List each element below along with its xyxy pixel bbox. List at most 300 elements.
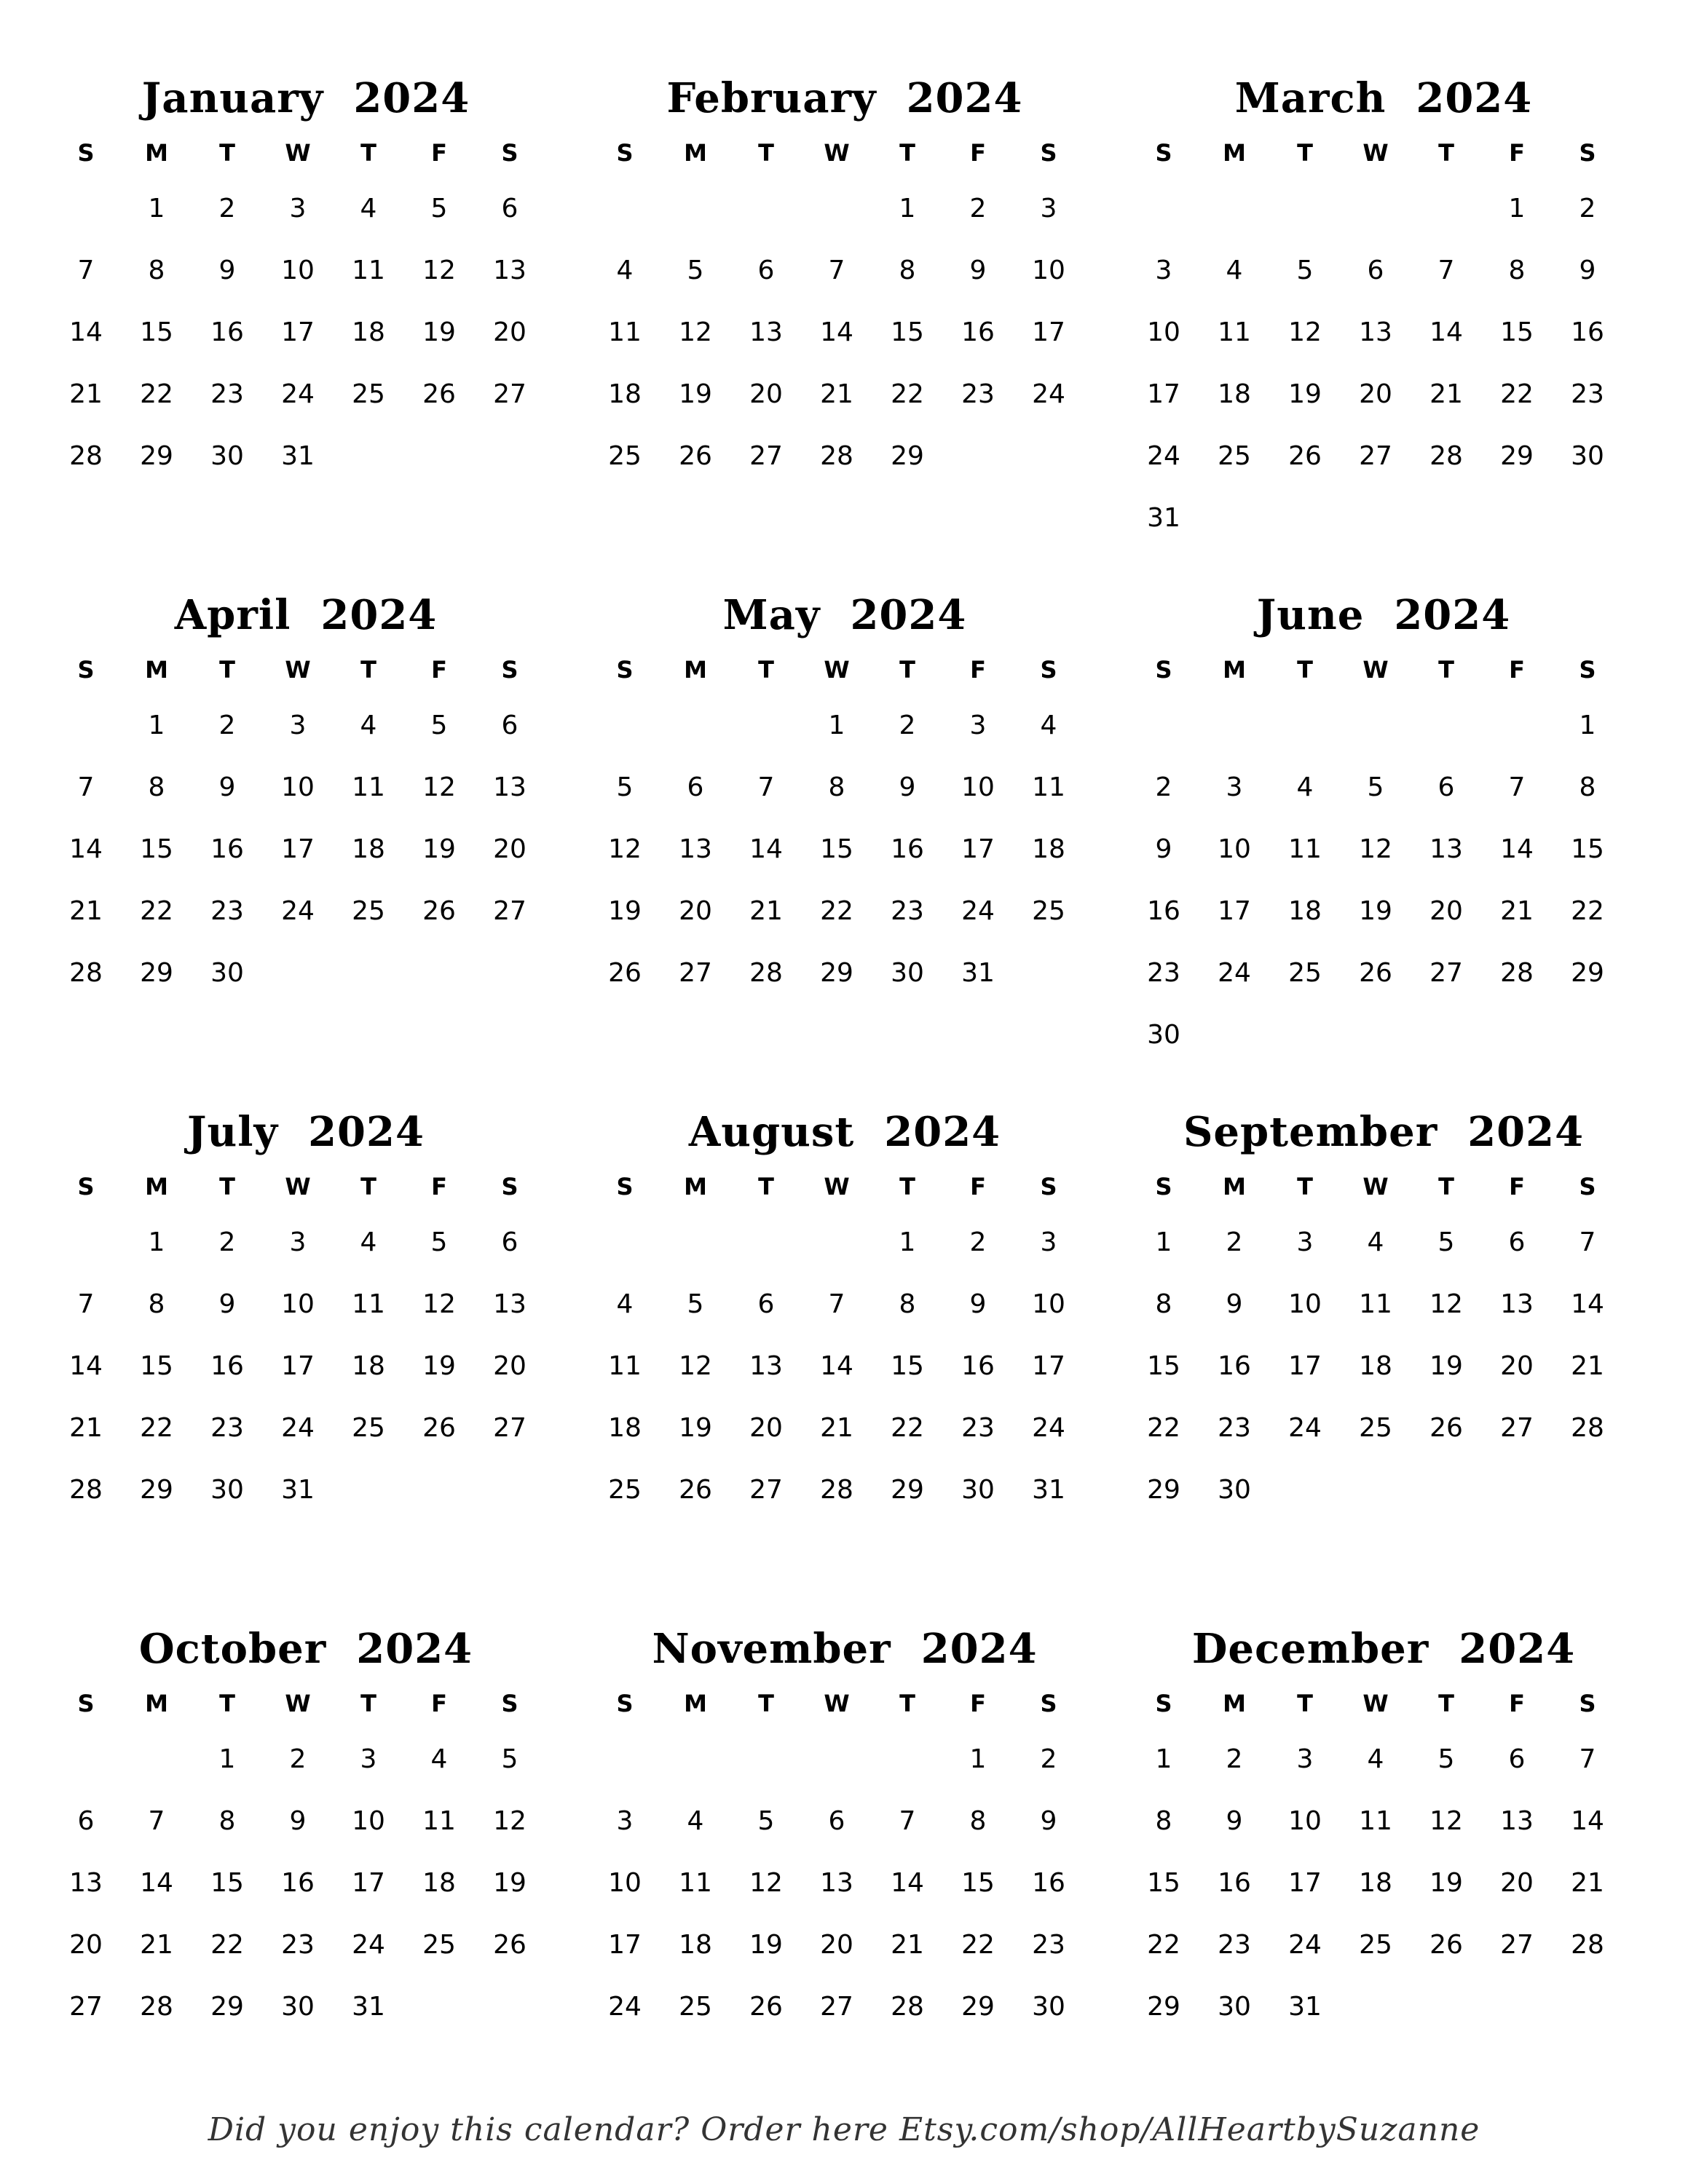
day-cell: 25: [352, 1413, 385, 1443]
weekday-header: M: [684, 139, 707, 167]
weekday-header: S: [1155, 1690, 1172, 1717]
day-cell: 4: [1040, 711, 1057, 740]
day-cell: 6: [77, 1806, 95, 1836]
day-cell: 26: [749, 1992, 783, 2022]
day-cell: 4: [616, 256, 634, 285]
day-cell: 12: [493, 1806, 526, 1836]
day-cell: 16: [1571, 317, 1604, 347]
weekday-header: W: [1362, 139, 1389, 167]
day-cell: 29: [210, 1992, 244, 2022]
day-cell: 29: [1147, 1475, 1180, 1505]
weekday-header: W: [824, 139, 850, 167]
day-cell: 28: [820, 1475, 853, 1505]
month-july: [58, 1099, 553, 1609]
day-cell: 20: [1359, 379, 1392, 409]
day-cell: 15: [140, 834, 173, 864]
day-cell: 31: [1147, 503, 1180, 533]
day-cell: 24: [281, 1413, 315, 1443]
day-cell: 11: [352, 256, 385, 285]
weekday-header: S: [1579, 1173, 1596, 1200]
day-cell: 1: [1155, 1227, 1172, 1257]
weekday-header: T: [899, 656, 915, 684]
day-cell: 22: [891, 1413, 924, 1443]
day-cell: 19: [422, 1351, 456, 1381]
day-cell: 12: [679, 317, 712, 347]
day-cell: 5: [1367, 772, 1384, 802]
day-cell: 14: [820, 1351, 853, 1381]
day-cell: 10: [608, 1868, 642, 1898]
day-cell: 9: [289, 1806, 307, 1836]
day-cell: 6: [828, 1806, 845, 1836]
day-cell: 10: [1032, 1289, 1065, 1319]
day-cell: 17: [1032, 317, 1065, 347]
weekday-header: S: [1040, 1173, 1057, 1200]
day-cell: 7: [1579, 1744, 1596, 1774]
weekday-header: T: [758, 1690, 774, 1717]
day-cell: 14: [69, 834, 103, 864]
weekday-header: W: [285, 139, 311, 167]
day-cell: 10: [281, 256, 315, 285]
day-cell: 21: [69, 896, 103, 926]
day-cell: 4: [430, 1744, 448, 1774]
day-cell: 25: [422, 1930, 456, 1960]
day-cell: 19: [1429, 1868, 1463, 1898]
day-cell: 24: [961, 896, 995, 926]
day-cell: 17: [1218, 896, 1251, 926]
day-cell: 18: [352, 1351, 385, 1381]
day-cell: 17: [1288, 1351, 1322, 1381]
day-cell: 2: [218, 711, 236, 740]
day-cell: 13: [493, 1289, 526, 1319]
day-cell: 13: [1359, 317, 1392, 347]
day-cell: 28: [891, 1992, 924, 2022]
month-june: [1136, 582, 1631, 1092]
day-cell: 7: [1508, 772, 1526, 802]
month-name: July: [187, 1108, 279, 1156]
day-cell: 9: [218, 772, 236, 802]
day-cell: 31: [1032, 1475, 1065, 1505]
weekday-header: M: [145, 139, 168, 167]
weekday-header: W: [285, 1690, 311, 1717]
month-year: 2024: [320, 591, 438, 639]
month-name: November: [652, 1625, 891, 1673]
day-cell: 25: [1032, 896, 1065, 926]
day-cell: 27: [1500, 1930, 1534, 1960]
weekday-header: S: [1040, 656, 1057, 684]
day-cell: 29: [140, 958, 173, 988]
weekday-header: T: [219, 656, 235, 684]
day-cell: 18: [352, 317, 385, 347]
day-cell: 31: [961, 958, 995, 988]
day-cell: 11: [1359, 1806, 1392, 1836]
day-cell: 22: [140, 1413, 173, 1443]
day-cell: 13: [1429, 834, 1463, 864]
day-cell: 8: [969, 1806, 987, 1836]
day-cell: 2: [969, 194, 987, 223]
day-cell: 25: [1218, 441, 1251, 471]
day-cell: 21: [140, 1930, 173, 1960]
day-cell: 18: [422, 1868, 456, 1898]
weekday-header: S: [616, 1690, 634, 1717]
day-cell: 27: [749, 1475, 783, 1505]
day-cell: 30: [1147, 1020, 1180, 1050]
day-cell: 30: [1032, 1992, 1065, 2022]
day-cell: 15: [1147, 1868, 1180, 1898]
day-cell: 24: [1218, 958, 1251, 988]
day-cell: 29: [820, 958, 853, 988]
day-cell: 11: [1359, 1289, 1392, 1319]
day-cell: 12: [1429, 1806, 1463, 1836]
day-cell: 21: [820, 1413, 853, 1443]
month-title: [1136, 1099, 1631, 1165]
day-cell: 28: [1571, 1930, 1604, 1960]
day-cell: 29: [891, 1475, 924, 1505]
month-april: [58, 582, 553, 1092]
day-cell: 6: [501, 711, 518, 740]
day-cell: 26: [1288, 441, 1322, 471]
day-cell: 13: [493, 772, 526, 802]
day-cell: 15: [140, 317, 173, 347]
day-cell: 5: [1437, 1744, 1455, 1774]
day-cell: 2: [1226, 1744, 1243, 1774]
day-cell: 21: [1429, 379, 1463, 409]
month-name: February: [666, 74, 877, 122]
day-cell: 6: [757, 256, 775, 285]
day-cell: 24: [281, 379, 315, 409]
day-cell: 10: [1147, 317, 1180, 347]
weekday-header: T: [1297, 656, 1313, 684]
day-cell: 11: [422, 1806, 456, 1836]
day-cell: 2: [1579, 194, 1596, 223]
day-cell: 19: [1429, 1351, 1463, 1381]
day-cell: 30: [1571, 441, 1604, 471]
day-cell: 16: [1032, 1868, 1065, 1898]
day-cell: 21: [69, 379, 103, 409]
day-cell: 12: [1429, 1289, 1463, 1319]
day-cell: 12: [1288, 317, 1322, 347]
month-name: May: [722, 591, 821, 639]
weekday-header: T: [899, 1173, 915, 1200]
day-cell: 17: [1288, 1868, 1322, 1898]
weekday-header: T: [758, 1173, 774, 1200]
day-cell: 26: [1429, 1930, 1463, 1960]
day-cell: 7: [148, 1806, 165, 1836]
weekday-header: S: [501, 1690, 518, 1717]
month-october: [58, 1616, 553, 2126]
day-cell: 16: [1147, 896, 1180, 926]
day-cell: 4: [360, 711, 377, 740]
month-year: 2024: [920, 1625, 1038, 1673]
day-cell: 27: [1429, 958, 1463, 988]
month-august: [597, 1099, 1092, 1609]
weekday-header: S: [501, 1173, 518, 1200]
day-cell: 31: [352, 1992, 385, 2022]
day-cell: 9: [1155, 834, 1172, 864]
day-cell: 9: [1040, 1806, 1057, 1836]
day-cell: 16: [961, 1351, 995, 1381]
day-cell: 4: [616, 1289, 634, 1319]
day-cell: 9: [1226, 1806, 1243, 1836]
day-cell: 23: [1571, 379, 1604, 409]
day-cell: 4: [1296, 772, 1314, 802]
month-december: [1136, 1616, 1631, 2126]
weekday-header: W: [1362, 1690, 1389, 1717]
weekday-header: T: [758, 656, 774, 684]
day-cell: 25: [1359, 1413, 1392, 1443]
weekday-header: F: [431, 656, 447, 684]
month-title: [597, 1099, 1092, 1165]
weekday-header: S: [77, 656, 95, 684]
day-cell: 3: [360, 1744, 377, 1774]
weekday-header: W: [824, 1173, 850, 1200]
day-cell: 3: [1040, 1227, 1057, 1257]
month-february: [597, 66, 1092, 575]
day-cell: 8: [1155, 1289, 1172, 1319]
day-cell: 30: [210, 441, 244, 471]
day-cell: 8: [828, 772, 845, 802]
weekday-header: T: [1438, 656, 1454, 684]
day-cell: 25: [608, 1475, 642, 1505]
day-cell: 17: [281, 317, 315, 347]
day-cell: 22: [891, 379, 924, 409]
weekday-header: T: [360, 1690, 376, 1717]
day-cell: 7: [77, 256, 95, 285]
weekday-header: F: [431, 139, 447, 167]
day-cell: 14: [140, 1868, 173, 1898]
day-cell: 24: [1032, 379, 1065, 409]
day-cell: 3: [616, 1806, 634, 1836]
day-cell: 7: [828, 1289, 845, 1319]
day-cell: 21: [820, 379, 853, 409]
weekday-header: F: [431, 1173, 447, 1200]
day-cell: 16: [210, 1351, 244, 1381]
day-cell: 1: [899, 1227, 916, 1257]
day-cell: 5: [757, 1806, 775, 1836]
day-cell: 26: [679, 441, 712, 471]
month-title: [597, 1616, 1092, 1682]
day-cell: 24: [1288, 1930, 1322, 1960]
day-cell: 3: [1296, 1744, 1314, 1774]
day-cell: 1: [218, 1744, 236, 1774]
month-title: [597, 66, 1092, 131]
day-cell: 8: [1579, 772, 1596, 802]
day-cell: 7: [899, 1806, 916, 1836]
month-year: 2024: [884, 1108, 1001, 1156]
day-cell: 7: [757, 772, 775, 802]
day-cell: 24: [281, 896, 315, 926]
day-cell: 13: [679, 834, 712, 864]
day-cell: 16: [961, 317, 995, 347]
day-cell: 4: [1367, 1227, 1384, 1257]
weekday-header: S: [77, 1173, 95, 1200]
month-year: 2024: [1467, 1108, 1585, 1156]
weekday-header: M: [1223, 1690, 1246, 1717]
day-cell: 4: [1226, 256, 1243, 285]
weekday-header: T: [360, 139, 376, 167]
month-year: 2024: [353, 74, 470, 122]
day-cell: 1: [148, 1227, 165, 1257]
day-cell: 7: [1579, 1227, 1596, 1257]
day-cell: 17: [281, 1351, 315, 1381]
day-cell: 14: [749, 834, 783, 864]
day-cell: 9: [1226, 1289, 1243, 1319]
day-cell: 12: [608, 834, 642, 864]
day-cell: 16: [210, 834, 244, 864]
day-cell: 3: [289, 1227, 307, 1257]
day-cell: 6: [501, 194, 518, 223]
day-cell: 22: [210, 1930, 244, 1960]
weekday-header: F: [431, 1690, 447, 1717]
day-cell: 25: [679, 1992, 712, 2022]
weekday-header: W: [1362, 1173, 1389, 1200]
weekday-header: T: [360, 1173, 376, 1200]
day-cell: 8: [148, 256, 165, 285]
day-cell: 17: [608, 1930, 642, 1960]
day-cell: 21: [891, 1930, 924, 1960]
weekday-header: S: [1155, 1173, 1172, 1200]
day-cell: 14: [1571, 1806, 1604, 1836]
weekday-header: S: [616, 656, 634, 684]
weekday-header: S: [1579, 1690, 1596, 1717]
day-cell: 16: [210, 317, 244, 347]
weekday-header: W: [285, 656, 311, 684]
month-title: [58, 582, 553, 648]
day-cell: 5: [687, 1289, 704, 1319]
day-cell: 9: [969, 1289, 987, 1319]
day-cell: 19: [679, 379, 712, 409]
day-cell: 9: [969, 256, 987, 285]
weekday-header: T: [219, 139, 235, 167]
day-cell: 5: [430, 1227, 448, 1257]
day-cell: 29: [1147, 1992, 1180, 2022]
day-cell: 21: [1571, 1351, 1604, 1381]
day-cell: 26: [679, 1475, 712, 1505]
weekday-header: M: [684, 1173, 707, 1200]
day-cell: 3: [1155, 256, 1172, 285]
month-title: [58, 1616, 553, 1682]
day-cell: 27: [493, 1413, 526, 1443]
day-cell: 30: [281, 1992, 315, 2022]
weekday-header: T: [219, 1690, 235, 1717]
day-cell: 20: [1500, 1868, 1534, 1898]
month-name: March: [1234, 74, 1387, 122]
weekday-header: M: [145, 1173, 168, 1200]
day-cell: 11: [1218, 317, 1251, 347]
month-title: [597, 582, 1092, 648]
day-cell: 20: [749, 379, 783, 409]
day-cell: 2: [1155, 772, 1172, 802]
day-cell: 11: [1288, 834, 1322, 864]
weekday-header: S: [501, 139, 518, 167]
weekday-header: S: [1579, 139, 1596, 167]
day-cell: 7: [1437, 256, 1455, 285]
day-cell: 23: [1218, 1930, 1251, 1960]
day-cell: 29: [961, 1992, 995, 2022]
day-cell: 23: [210, 1413, 244, 1443]
day-cell: 4: [1367, 1744, 1384, 1774]
weekday-header: S: [1579, 656, 1596, 684]
day-cell: 27: [749, 441, 783, 471]
weekday-header: T: [1438, 1690, 1454, 1717]
day-cell: 8: [899, 1289, 916, 1319]
day-cell: 31: [1288, 1992, 1322, 2022]
weekday-header: F: [970, 1173, 986, 1200]
day-cell: 1: [148, 194, 165, 223]
day-cell: 6: [1508, 1227, 1526, 1257]
month-title: [1136, 1616, 1631, 1682]
day-cell: 30: [1218, 1475, 1251, 1505]
day-cell: 22: [1500, 379, 1534, 409]
day-cell: 24: [1147, 441, 1180, 471]
day-cell: 5: [1296, 256, 1314, 285]
weekday-header: F: [970, 1690, 986, 1717]
day-cell: 18: [1359, 1868, 1392, 1898]
day-cell: 28: [749, 958, 783, 988]
day-cell: 14: [1500, 834, 1534, 864]
day-cell: 3: [969, 711, 987, 740]
day-cell: 25: [608, 441, 642, 471]
day-cell: 4: [360, 194, 377, 223]
day-cell: 2: [218, 1227, 236, 1257]
weekday-header: S: [501, 656, 518, 684]
day-cell: 1: [899, 194, 916, 223]
day-cell: 14: [1571, 1289, 1604, 1319]
day-cell: 28: [69, 958, 103, 988]
month-september: [1136, 1099, 1631, 1609]
weekday-header: M: [1223, 139, 1246, 167]
day-cell: 16: [891, 834, 924, 864]
month-name: June: [1256, 591, 1365, 639]
day-cell: 29: [891, 441, 924, 471]
day-cell: 2: [899, 711, 916, 740]
day-cell: 17: [1147, 379, 1180, 409]
day-cell: 23: [1147, 958, 1180, 988]
day-cell: 27: [493, 896, 526, 926]
day-cell: 25: [1288, 958, 1322, 988]
day-cell: 26: [422, 1413, 456, 1443]
day-cell: 23: [961, 379, 995, 409]
day-cell: 21: [69, 1413, 103, 1443]
weekday-header: W: [285, 1173, 311, 1200]
day-cell: 5: [687, 256, 704, 285]
day-cell: 4: [687, 1806, 704, 1836]
weekday-header: T: [1297, 1173, 1313, 1200]
day-cell: 22: [961, 1930, 995, 1960]
weekday-header: W: [824, 1690, 850, 1717]
day-cell: 26: [608, 958, 642, 988]
month-title: [58, 1099, 553, 1165]
weekday-header: T: [1297, 1690, 1313, 1717]
month-march: [1136, 66, 1631, 575]
day-cell: 30: [210, 958, 244, 988]
day-cell: 10: [1288, 1289, 1322, 1319]
day-cell: 2: [1040, 1744, 1057, 1774]
day-cell: 12: [422, 1289, 456, 1319]
day-cell: 19: [679, 1413, 712, 1443]
weekday-header: S: [616, 1173, 634, 1200]
day-cell: 28: [140, 1992, 173, 2022]
weekday-header: S: [616, 139, 634, 167]
day-cell: 3: [289, 194, 307, 223]
day-cell: 26: [1359, 958, 1392, 988]
weekday-header: F: [970, 656, 986, 684]
month-title: [1136, 582, 1631, 648]
day-cell: 26: [422, 379, 456, 409]
day-cell: 28: [69, 1475, 103, 1505]
day-cell: 3: [1296, 1227, 1314, 1257]
day-cell: 15: [820, 834, 853, 864]
weekday-header: W: [1362, 656, 1389, 684]
